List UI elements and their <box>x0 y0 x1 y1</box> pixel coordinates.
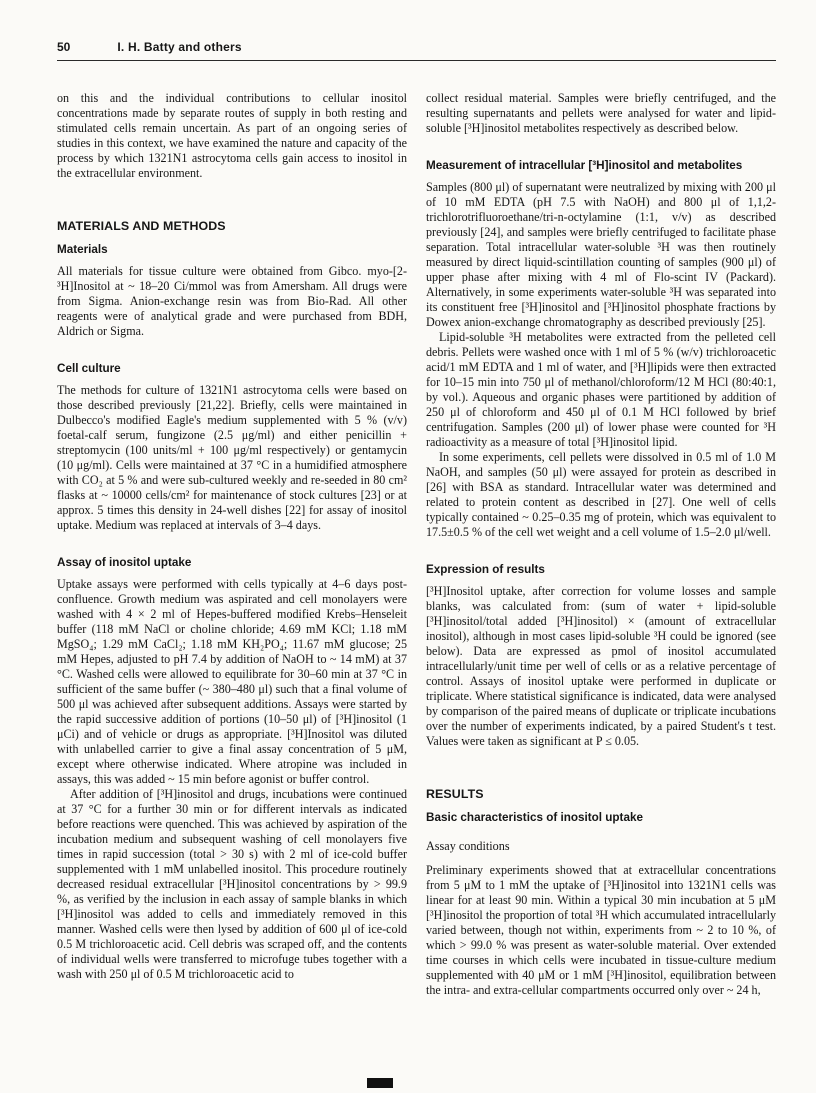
assay-paragraph-2: After addition of [³H]inositol and drugs, incubations were continued at 37 °C for a further 30 min or for different intervals as indicated before reactions were quenched. This was achieved by aspiration of the incubation medium and subsequent washing of cell monolayers five times in rapid succession (total > 30 s) with 2 ml of ice-cold buffer supplemented with 1 mM unlabelled inositol. This procedure routinely decreased residual extracellular [³H]inositol concentrations by > 99.9 %, as verified by the inclusion in each assay of sample blanks in which [³H]inositol was added to cells and immediately removed in this manner. Washed cells were then lysed by addition of 600 μl of ice-cold 0.5 M trichloroacetic acid. Cell debris was scraped off, and the contents of individual wells were transferred to microfuge tubes together with a wash with 250 μl of 0.5 M trichloroacetic acid to <box>57 787 407 981</box>
assay-uptake-heading: Assay of inositol uptake <box>57 556 192 569</box>
measurement-paragraph-1: Samples (800 μl) of supernatant were neutralized by mixing with 200 μl of 10 mM EDTA (pH 7.5 with NaOH) and 800 μl of 1,1,2-trichlorotrifluoroethane/tri-n-octylamine (1:1, v/v) as described previously [24], and samples were briefly centrifuged to facilitate phase separation. Total intracellular water-soluble ³H was then routinely measured by direct liquid-scintillation counting of samples (900 μl) of upper phase after mixing with 4 ml of Flo-scint IV (Packard). Alternatively, in some experiments water-soluble ³H was separated into its constituent free [³H]inositol and [³H]inositol phosphate fractions by Dowex anion-exchange chromatography as described previously [25]. <box>426 180 776 329</box>
basic-characteristics-heading: Basic characteristics of inositol uptake <box>426 811 643 824</box>
header-rule <box>57 60 776 61</box>
page-number: 50 <box>57 40 71 54</box>
materials-heading: Materials <box>57 243 108 256</box>
assay-conditions-heading: Assay conditions <box>426 839 510 853</box>
measurement-paragraph-3: In some experiments, cell pellets were dissolved in 0.5 ml of 1.0 M NaOH, and samples (50 μl) were assayed for protein as described in [26] with BSA as standard. Intracellular water was determined and related to protein content as described in [27]. One well of cells typically contained ~ 0.25–0.35 mg of protein, which was equivalent to 17.5±0.5 % of the cell wet weight and a cell volume of 1.5–2.0 μl/well. <box>426 450 776 539</box>
cell-culture-heading: Cell culture <box>57 362 121 375</box>
running-title: I. H. Batty and others <box>117 40 242 54</box>
materials-methods-heading: MATERIALS AND METHODS <box>57 219 226 233</box>
page-content <box>57 40 776 998</box>
measurement-paragraph-2: Lipid-soluble ³H metabolites were extracted from the pelleted cell debris. Pellets were washed once with 1 ml of 5 % (w/v) trichloroacetic acid/1 mM EDTA and 1 ml of water, and [³H]lipids were then extracted for 10–15 min into 750 μl of methanol/chloroform/12 M HCl (80:40:1, by vol.). Aqueous and organic phases were partitioned by addition of 250 μl of chloroform and 450 μl of 0.1 M HCl followed by brief centrifugation. Samples (200 μl) of lower phase were counted for ³H radioactivity as a measure of total [³H]inositol lipid. <box>426 330 776 449</box>
cell-culture-paragraph: The methods for culture of 1321N1 astrocytoma cells were based on those described previously [21,22]. Briefly, cells were maintained in Dulbecco's modified Eagle's medium supplemented with 5 % (v/v) foetal-calf serum, fungizone (2.5 μg/ml) and either penicillin + streptomycin (100 units/ml + 100 μg/ml respectively) or gentamycin (10 μg/ml). Cells were maintained at 37 °C in a humidified atmosphere with CO₂ at 5 % and were sub-cultured weekly and re-seeded in 80 cm² flasks at ~ 10000 cells/cm² for maintenance of stock cultures [23] or at approx. 5 times this density in 24-well dishes [22] for assay of inositol uptake. Medium was replaced at intervals of 3–4 days. <box>57 383 407 532</box>
intro-paragraph: on this and the individual contributions to cellular inositol concentrations made by separate routes of supply in both resting and stimulated cells remain uncertain. As part of an ongoing series of studies in this context, we have examined the nature and capacity of the process by which 1321N1 astrocytoma cells gain access to inositol in the extracellular environment. <box>57 91 407 180</box>
assay-paragraph-1: Uptake assays were performed with cells typically at 4–6 days post-confluence. Growth medium was aspirated and cell monolayers were washed with 4 × 2 ml of Hepes-buffered modified Krebs–Henseleit buffer (118 mM NaCl or choline chloride; 4.69 mM KCl; 1.18 mM MgSO₄; 1.29 mM CaCl₂; 1.18 mM KH₂PO₄; 11.67 mM glucose; 25 mM Hepes, adjusted to pH 7.4 by addition of NaOH to ~ 14 mM) at 37 °C. Washed cells were allowed to equilibrate for 30–60 min at 37 °C in sufficient of the same buffer (~ 380–480 μl) such that a final volume of 500 μl was achieved after subsequent additions. Assays were started by the rapid successive addition of portions (10–50 μl) of [³H]inositol (1 μCi) and of vehicle or drugs as appropriate. [³H]Inositol was diluted with unlabelled carrier to give a final assay concentration of 5 μM, except where otherwise indicated. Where atropine was included in assays, this was added ~ 15 min before agonist or buffer control. <box>57 577 407 786</box>
page-bottom-mark <box>367 1078 393 1088</box>
expression-paragraph: [³H]Inositol uptake, after correction for volume losses and sample blanks, was calculated from: (sum of water + lipid-soluble [³H]inositol/total added [³H]inositol) × (amount of extracellular inositol), although in most cases lipid-soluble ³H could be ignored (see below). Data are expressed as pmol of inositol accumulated intracellularly/unit time per well of cells or as a relative percentage of control. Assays of inositol uptake were performed in duplicate or triplicate. Where statistical significance is indicated, data were analysed by comparison of the paired means of duplicate or triplicate incubations over the number of experiments indicated, by a paired Student's t test. Values were taken as significant at P ≤ 0.05. <box>426 584 776 748</box>
continuation-paragraph: collect residual material. Samples were briefly centrifuged, and the resulting supernatants and pellets were analysed for water and lipid-soluble [³H]inositol metabolites respectively as described below. <box>426 91 776 135</box>
running-header <box>57 40 776 60</box>
two-column-body <box>57 91 776 998</box>
left-column <box>57 91 407 998</box>
right-column <box>426 91 776 998</box>
measurement-heading: Measurement of intracellular [³H]inositol and metabolites <box>426 159 743 172</box>
assay-conditions-paragraph: Preliminary experiments showed that at extracellular concentrations from 5 μM to 1 mM the uptake of [³H]inositol into 1321N1 cells was linear for at least 90 min. Within a typical 30 min incubation at 5 μM [³H]inositol the proportion of total ³H which accumulated intracellularly varied between, though not within, experiments from ~ 2 to 10 %, of which > 99.0 % was present as water-soluble material. Over extended time courses in which cells were incubated in tissue-culture medium supplemented with 40 μM or 1 mM [³H]inositol, equilibration between the intra- and extra-cellular compartments occurred only over ~ 24 h, <box>426 863 776 997</box>
materials-paragraph: All materials for tissue culture were obtained from Gibco. myo-[2-³H]Inositol at ~ 18–20 Ci/mmol was from Amersham. All drugs were from Sigma. Anion-exchange resin was from Bio-Rad. All other reagents were of analytical grade and were purchased from BDH, Aldrich or Sigma. <box>57 264 407 338</box>
expression-results-heading: Expression of results <box>426 563 545 576</box>
results-heading: RESULTS <box>426 787 484 801</box>
